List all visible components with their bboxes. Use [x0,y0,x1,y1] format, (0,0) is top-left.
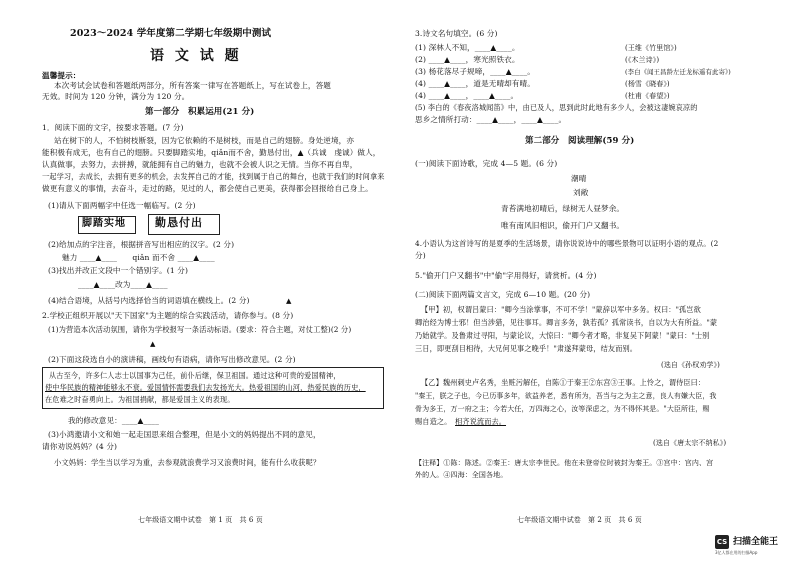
question-3: 3.诗文名句填空。(6 分) [415,29,498,38]
subsection-heading: (一)阅读下面诗歌，完成 4—5 题。(6 分) [415,159,558,168]
passage-line: 一起学习，去成长，去拥有更多的机会，去发挥自己的才能，找到属于自己的舞台，也就于我们的时间拿来 [42,172,385,181]
calligraphy-sample: 脚踏实地 [82,218,126,229]
question-4: 4.小语认为这首诗写的是夏季的生活场景，请你说说诗中的哪些景物可以证明小语的观点。(2 [415,239,719,248]
source-citation: (王维《竹里馆》) [625,44,677,52]
fill-blank[interactable]: (2) ____▲____，寒光照铁衣。 [415,55,520,64]
source-citation: (杨雪《晓春》) [625,80,670,88]
excerpt-line: 使中华民族的精神能够永不衰。爱国情怀需要我们去发扬光大。热爱祖国的山河，热爱民族的历史， [45,383,366,392]
scanner-logo-icon: CS [715,535,729,549]
excerpt-line: 从古至今，许多仁人志士以国事为己任，前仆后继，保卫祖国。通过这种可贵的爱国精神， [49,371,341,380]
passage-line: 赐自造之。 [415,417,452,426]
dialogue-line: 小文妈妈：学生当以学习为重，去参观就浪费学习又浪费时间，能有什么收获呢？ [54,458,321,467]
answer-blank[interactable]: ▲ [150,340,156,348]
question-2-3: (3)小鸿邀请小文和她一起走国思来组合整理，但是小文的妈妈提出不同的意见， [48,430,321,439]
question-5: 5."偷开门户又翻书"中"偷"字用得好，请赏析。(4 分) [415,271,597,280]
passage-line: 站在树下的人，不怕树枝断裂，因为它依赖的不是树枝，而是自己的翅膀。身处逆境，亦 [54,136,355,145]
annotation-line: 外的人。④四海：全国各地。 [415,471,508,479]
question-2-2: (2)下面这段选自小的演讲稿，画线句有语病，请你写出修改意见。(2 分) [48,355,296,364]
notice-line: 本次考试会试卷和答题纸两部分，所有答案一律写在答题纸上，写在试卷上，答题 [54,81,331,90]
fill-blank[interactable]: (4) ____▲____，____▲____。 [415,91,519,100]
poem-line: 唯有南风旧相识，偷开门户又翻书。 [501,221,625,230]
passage-line: 【乙】魏州刺史卢名秀，坐赃污解任，自陈①于秦王②东宫③王事。上怜之，谓侍臣曰： [421,378,706,387]
fill-blank[interactable]: 思乡之情所打动：____▲____，____▲____。 [415,115,567,124]
calligraphy-box [78,216,136,234]
subsection-heading: (二)阅读下面两篇文言文，完成 6—10 题。(20 分) [415,290,591,299]
section-heading: 第二部分 阅读理解(59 分) [525,136,635,146]
question-1-3: (3)找出并改正文段中一个错别字。(1 分) [48,266,189,275]
exam-header: 2023～2024 学年度第二学期七年级期中测试 [70,28,272,39]
passage-line: 乃始就学。及鲁肃过寻阳，与蒙论议，大惊曰："卿今者才略，非复吴下阿蒙！"蒙曰："士别 [415,331,710,340]
question-3-5: (5) 李白的《春夜洛城闻笛》中，由已及人，思到此时此地有多少人，会被这凄婉哀凉的 [415,103,698,112]
excerpt-line: 在危难之时奋勇向上。为祖国捐献，都是爱国主义的表现。 [45,395,235,404]
passage-line: 能积极有成无，也有自己的翅膀。只要脚踏实地，qiǎn而不舍，勤恳付出，▲（兵诚 虔诚）做人， [42,148,381,157]
underlined-phrase: 相齐说流而去。 [455,417,507,426]
scanner-app-name: 扫描全能王 [733,537,779,547]
section-heading: 第一部分 积累运用(21 分) [145,107,255,117]
passage-line: 【甲】初，权谓吕蒙曰："卿今当涂掌事，不可不学！"蒙辞以军中多务。权曰："孤岂欲 [421,305,701,314]
poem-title: 潮晴 [571,174,587,183]
question-1-2: (2)给加点的字注音，根据拼音写出相应的汉字。(2 分) [48,240,235,249]
page-footer: 七年级语文期中试卷 第 1 页 共 6 页 [138,516,263,524]
source-citation: (杜甫《春望》) [625,92,670,100]
answer-blank[interactable]: 魅力 ____▲____ qiǎn 而不舍 ____▲____ [62,253,215,262]
passage-line: 卿治经为博士邪！但当涉猎，见往事耳。卿言多务，孰若孤？孤常读书，自以为大有所益。"蒙 [415,318,718,327]
question-1-1: (1)请从下面两幅字中任选一幅临写。(2 分) [48,201,196,210]
poem-line: 青苔满地初晴后，绿树无人昼梦余。 [501,204,625,213]
question-2-3-cont: 请你劝说妈妈？(4 分) [42,442,118,451]
passage-line: 做更有意义的事情，去奋斗，走过的路，见过的人，都会使自己更美，获得都会回报给自己身上。 [42,184,373,193]
speech-excerpt-box [42,367,384,409]
passage-line: "秦王，朕之子也，今已历事多年，欲益养老，悉有所为，吾当与之为主之意，良人有嫌大臣，我 [415,392,717,400]
source-citation: (选自《唐太宗不纳私》) [653,439,727,447]
scanner-watermark [683,531,793,559]
answer-blank[interactable]: ____▲____改为____▲____ [78,280,168,289]
passage-line: 三日，即更刮目相待，大兄何见事之晚乎！"肃遂拜蒙母，结友而别。 [415,344,638,353]
question-4-cont: 分) [415,251,426,260]
page-title: 语 文 试 题 [150,48,242,64]
question-2: 2.学校正组织开展以"天下国家"为主题的综合实践活动，请你参与。(8 分) [42,311,294,320]
calligraphy-box [148,214,220,235]
answer-blank[interactable]: 我的修改意见：____▲____ [68,416,159,425]
passage-line: 骨为多王，万一府之主；今若大任，万四海之心，汝等深虑之，为不得怀其是。"大臣所往，赐 [415,405,710,413]
notice-line: 无效。时间为 120 分钟，满分为 120 分。 [42,92,190,101]
annotation-line: 【注释】①陈：陈述。②秦王：唐太宗李世民。他在未登帝位时被封为秦王。③宫中：宫内、宫 [415,459,714,467]
notice-title: 温馨提示： [42,71,81,80]
source-citation: (《木兰诗》) [625,56,660,64]
page-2 [397,0,794,561]
source-citation: (李白《闻王昌龄左迁龙标遥有此寄》) [625,68,731,76]
question-2-1: (1)为营造本次活动氛围，请你为学校报写一条活动标语。(要求：符合主题，对仗工整)(2 分) [48,325,352,334]
poem-author: 刘敞 [573,188,589,197]
question-1: 1．阅读下面的文字，按要求答题。(7 分) [42,123,184,132]
fill-blank[interactable]: (4) ____▲____，道是无晴却有晴。 [415,79,535,88]
fill-blank[interactable]: (3) 杨花落尽子规啼，____▲____。 [415,67,535,76]
scanner-tagline: 3亿人都在用的扫描App [715,550,758,555]
source-citation: (选自《孙权劝学》) [661,361,720,369]
page-footer: 七年级语文期中试卷 第 2 页 共 6 页 [517,516,642,524]
calligraphy-sample: 勤恳付出 [155,216,203,229]
passage-line: 认真做事，去努力，去拼搏，就能拥有自己的魅力，也就不会被人识之无情。当你不再自卑， [42,160,358,169]
fill-blank[interactable]: (1) 深林人不知，____▲____。 [415,43,520,52]
answer-blank[interactable]: ▲ [286,297,292,305]
question-1-4: (4)结合语境，从括号内选择恰当的词语填在横线上。(2 分) [48,296,250,305]
